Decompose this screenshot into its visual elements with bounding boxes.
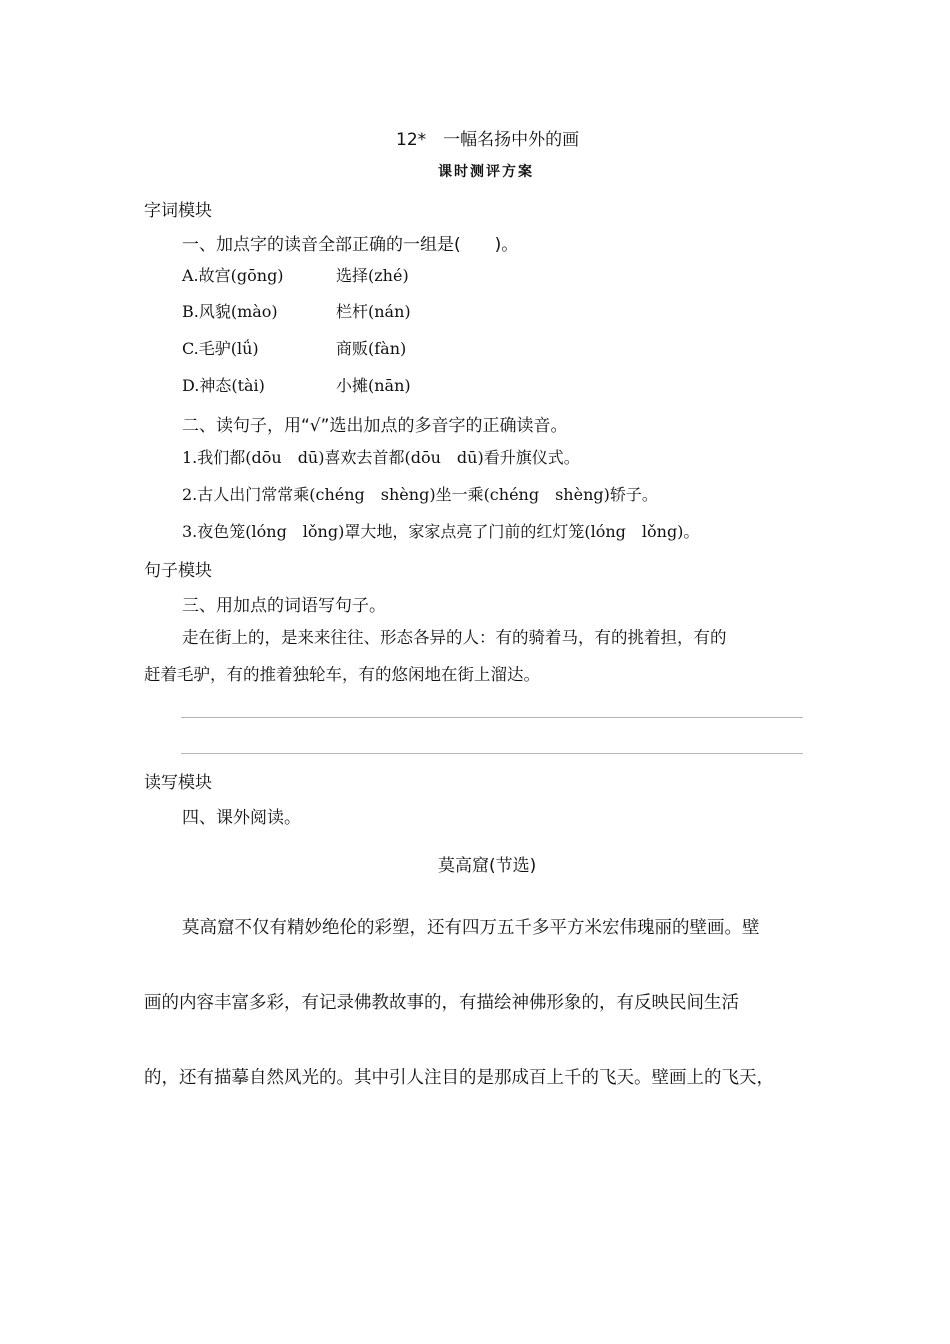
q1-option-c-second: 商贩(fàn) — [336, 339, 407, 358]
question-2-prompt: 二、读句子，用“√”选出加点的多音字的正确读音。 — [182, 416, 568, 436]
q1-option-d-first: D.神态(tài) — [182, 376, 265, 395]
answer-line-1[interactable] — [181, 717, 803, 718]
page-subtitle: 课时测评方案 — [438, 164, 534, 180]
answer-line-2[interactable] — [181, 753, 803, 754]
reading-title: 莫高窟(节选) — [438, 856, 537, 876]
q1-option-b-first: B.风貌(mào) — [182, 302, 278, 321]
q3-passage-line-1: 走在街上的，是来来往往、形态各异的人：有的骑着马，有的挑着担，有的 — [182, 628, 727, 647]
reading-line-2: 画的内容丰富多彩，有记录佛教故事的，有描绘神佛形象的，有反映民间生活 — [144, 993, 739, 1013]
q1-option-b-second: 栏杆(nán) — [336, 302, 411, 321]
q1-option-c-first: C.毛驴(lǘ) — [182, 339, 259, 358]
question-4-prompt: 四、课外阅读。 — [182, 808, 301, 828]
q2-item-1: 1.我们都(dōu dū)喜欢去首都(dōu dū)看升旗仪式。 — [182, 448, 580, 467]
q2-item-3: 3.夜色笼(lóng lǒng)罩大地，家家点亮了门前的红灯笼(lóng lǒng)。 — [182, 522, 700, 541]
section-heading-reading-writing: 读写模块 — [144, 773, 212, 793]
page-title: 12* 一幅名扬中外的画 — [396, 130, 580, 150]
section-heading-sentences: 句子模块 — [144, 561, 212, 581]
q1-option-a-first: A.故宫(gōng) — [182, 266, 284, 285]
q3-passage-line-2: 赶着毛驴，有的推着独轮车，有的悠闲地在街上溜达。 — [144, 665, 540, 684]
reading-line-1: 莫高窟不仅有精妙绝伦的彩塑，还有四万五千多平方米宏伟瑰丽的壁画。壁 — [182, 918, 760, 938]
q1-option-d-second: 小摊(nān) — [336, 376, 411, 395]
q1-option-a-second: 选择(zhé) — [336, 266, 409, 285]
question-1-prompt: 一、加点字的读音全部正确的一组是( )。 — [182, 235, 519, 255]
section-heading-words: 字词模块 — [144, 201, 212, 221]
question-3-prompt: 三、用加点的词语写句子。 — [182, 596, 386, 616]
q2-item-2: 2.古人出门常常乘(chéng shèng)坐一乘(chéng shèng)轿子。 — [182, 485, 658, 504]
reading-line-3: 的，还有描摹自然风光的。其中引人注目的是那成百上千的飞天。壁画上的飞天， — [144, 1068, 774, 1088]
